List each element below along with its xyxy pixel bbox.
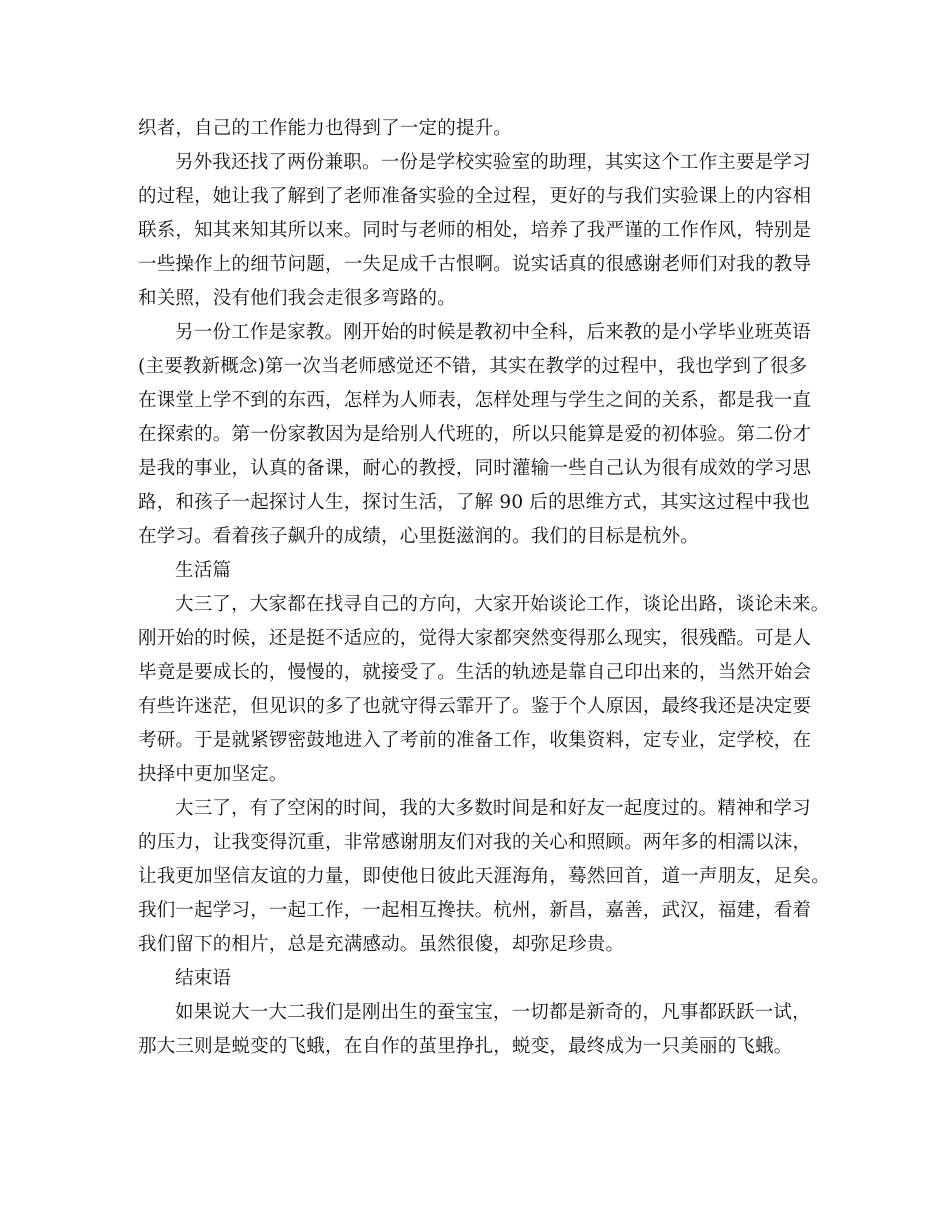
text-line: 让我更加坚信友谊的力量，即使他日彼此天涯海角，蓦然回首，道一声朋友，足矣。: [138, 866, 830, 887]
text-line: 的压力，让我变得沉重，非常感谢朋友们对我的关心和照顾。两年多的相濡以沫，: [138, 832, 812, 853]
text-line: 是我的事业，认真的备课，耐心的教授，同时灌输一些自己认为很有成效的学习思: [138, 458, 812, 479]
text-line: 我们留下的相片，总是充满感动。虽然很傻，却弥足珍贵。: [138, 934, 625, 955]
paragraph-start-line: 另一份工作是家教。刚开始的时候是教初中全科，后来教的是小学毕业班英语: [175, 322, 811, 343]
text-line: 在探索的。第一份家教因为是给别人代班的，所以只能算是爱的初体验。第二份才: [138, 424, 812, 445]
text-line: 和关照，没有他们我会走很多弯路的。: [138, 288, 456, 309]
text-line: 路，和孩子一起探讨人生，探讨生活，了解 90 后的思维方式，其实这过程中我也: [138, 492, 810, 513]
text-line: 刚开始的时候，还是挺不适应的，觉得大家都突然变得那么现实，很残酷。可是人: [138, 628, 812, 649]
text-line: 考研。于是就紧锣密鼓地进入了考前的准备工作，收集资料，定专业，定学校，在: [138, 730, 812, 751]
text-line: 在课堂上学不到的东西，怎样为人师表，怎样处理与学生之间的关系，都是我一直: [138, 390, 812, 411]
text-line: 有些许迷茫，但见识的多了也就守得云霏开了。鉴于个人原因，最终我还是决定要: [138, 696, 812, 717]
paragraph-start-line: 如果说大一大二我们是刚出生的蚕宝宝，一切都是新奇的，凡事都跃跃一试，: [175, 1002, 811, 1023]
text-line: 的过程，她让我了解到了老师准备实验的全过程，更好的与我们实验课上的内容相: [138, 186, 812, 207]
section-heading: 生活篇: [175, 560, 232, 581]
text-line: 联系，知其来知其所以来。同时与老师的相处，培养了我严谨的工作作风，特别是: [138, 220, 812, 241]
text-line: 毕竟是要成长的，慢慢的，就接受了。生活的轨迹是靠自己印出来的，当然开始会: [138, 662, 812, 683]
text-line: 一些操作上的细节问题，一失足成千古恨啊。说实话真的很感谢老师们对我的教导: [138, 254, 812, 275]
text-line: 我们一起学习，一起工作，一起相互搀扶。杭州，新昌，嘉善，武汉，福建，看着: [138, 900, 812, 921]
text-line: 那大三则是蜕变的飞蛾，在自作的茧里挣扎，蜕变，最终成为一只美丽的飞蛾。: [138, 1036, 793, 1057]
text-line: 在学习。看着孩子飙升的成绩，心里挺滋润的。我们的目标是杭外。: [138, 526, 700, 547]
section-heading: 结束语: [175, 968, 232, 989]
text-line: 织者，自己的工作能力也得到了一定的提升。: [138, 118, 513, 139]
paragraph-start-line: 大三了，有了空闲的时间，我的大多数时间是和好友一起度过的。精神和学习: [175, 798, 811, 819]
text-line: 抉择中更加坚定。: [138, 764, 288, 785]
text-line: (主要教新概念)第一次当老师感觉还不错，其实在教学的过程中，我也学到了很多: [138, 356, 808, 377]
paragraph-start-line: 另外我还找了两份兼职。一份是学校实验室的助理，其实这个工作主要是学习: [175, 152, 811, 173]
paragraph-start-line: 大三了，大家都在找寻自己的方向，大家开始谈论工作，谈论出路，谈论未来。: [175, 594, 830, 615]
